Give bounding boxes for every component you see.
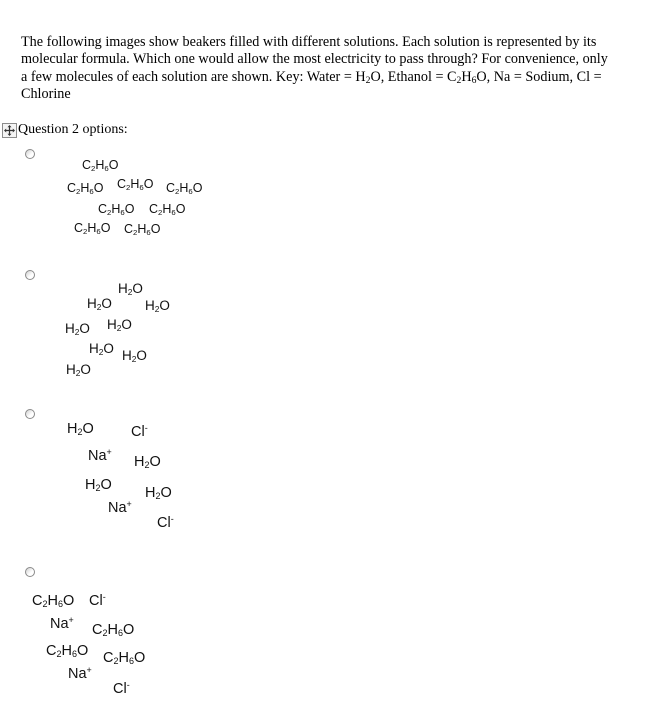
formula-symbol: Na: [88, 448, 107, 464]
formula-charge: +: [126, 499, 132, 510]
option-d-sodium-molecule: [68, 666, 92, 682]
formula-o: O: [136, 348, 147, 363]
formula-h-subscript: 2: [154, 304, 160, 315]
formula-c-subscript: 2: [158, 207, 163, 217]
formula-c: C: [166, 181, 176, 195]
formula-h: H: [145, 485, 156, 501]
formula-h: H: [107, 317, 117, 332]
formula-h: H: [85, 477, 96, 493]
formula-c-subscript: 2: [91, 163, 96, 173]
formula-o: O: [160, 485, 172, 501]
question-ethanol-c: C: [447, 68, 457, 85]
option-b-water-molecule: [122, 348, 147, 363]
formula-c: C: [98, 202, 108, 216]
formula-c: C: [74, 221, 84, 235]
option-a-ethanol-molecule: [149, 202, 185, 216]
formula-symbol: Na: [68, 666, 87, 682]
option-d-chloride-molecule: [113, 681, 130, 697]
formula-h: H: [61, 643, 72, 659]
formula-charge: -: [102, 592, 106, 603]
formula-charge: -: [126, 680, 130, 691]
formula-charge: +: [68, 615, 74, 626]
option-b-water-molecule: [66, 362, 91, 377]
formula-c-subscript: 2: [76, 186, 81, 196]
formula-h: H: [87, 221, 97, 235]
options-header-label: Question 2 options:: [18, 122, 128, 137]
formula-charge: +: [86, 665, 92, 676]
formula-charge: -: [170, 514, 174, 525]
formula-h-subscript: 2: [74, 327, 80, 338]
formula-h: H: [66, 362, 76, 377]
option-a-ethanol-molecule: [117, 177, 153, 191]
move-handle-icon[interactable]: [2, 123, 17, 138]
formula-h-subscript: 2: [116, 323, 122, 334]
formula-o: O: [143, 177, 154, 191]
formula-h: H: [80, 181, 90, 195]
formula-o: O: [100, 221, 111, 235]
option-d-ethanol-molecule: [103, 650, 145, 666]
formula-h: H: [111, 202, 121, 216]
formula-c-subscript: 2: [102, 628, 108, 639]
formula-c: C: [92, 622, 103, 638]
formula-h: H: [89, 341, 99, 356]
option-b-radio[interactable]: [25, 270, 35, 280]
formula-symbol: Na: [108, 500, 127, 516]
formula-c-subscript: 2: [175, 186, 180, 196]
formula-symbol: Na: [50, 616, 69, 632]
question-water-tail: O, Ethanol =: [370, 68, 448, 85]
formula-h-subscript: 6: [57, 599, 63, 610]
option-a-ethanol-molecule: [67, 181, 103, 195]
formula-c: C: [67, 181, 77, 195]
formula-symbol: Cl: [157, 515, 171, 531]
formula-o: O: [192, 181, 203, 195]
formula-h-subscript: 2: [155, 491, 161, 502]
formula-h: H: [179, 181, 189, 195]
option-d-sodium-molecule: [50, 616, 74, 632]
option-d-chloride-molecule: [89, 593, 106, 609]
question-ethanol-c-subscript: 2: [456, 74, 462, 86]
option-c-water-molecule: [134, 454, 161, 470]
formula-h-subscript: 6: [171, 207, 176, 217]
formula-h: H: [137, 222, 147, 236]
formula-o: O: [103, 341, 114, 356]
formula-o: O: [93, 181, 104, 195]
formula-c-subscript: 2: [83, 226, 88, 236]
option-d-ethanol-molecule: [92, 622, 134, 638]
formula-h-subscript: 2: [98, 347, 104, 358]
option-b-water-molecule: [145, 298, 170, 313]
option-a-ethanol-molecule: [124, 222, 160, 236]
question-ethanol-h-subscript: 6: [471, 74, 477, 86]
formula-o: O: [108, 158, 119, 172]
formula-c: C: [124, 222, 134, 236]
option-b-water-molecule: [118, 281, 143, 296]
formula-h-subscript: 2: [75, 368, 81, 379]
formula-h: H: [122, 348, 132, 363]
formula-h-subscript: 6: [139, 182, 144, 192]
formula-c: C: [82, 158, 92, 172]
formula-h-subscript: 6: [71, 649, 77, 660]
formula-c: C: [46, 643, 57, 659]
option-a-ethanol-molecule: [74, 221, 110, 235]
formula-h-subscript: 6: [96, 226, 101, 236]
formula-c: C: [149, 202, 159, 216]
formula-h: H: [107, 622, 118, 638]
formula-c-subscript: 2: [126, 182, 131, 192]
formula-o: O: [101, 296, 112, 311]
question-ethanol-h: H: [461, 68, 472, 85]
formula-h: H: [118, 281, 128, 296]
option-c-radio[interactable]: [25, 409, 35, 419]
formula-h: H: [118, 650, 129, 666]
option-a-radio[interactable]: [25, 149, 35, 159]
formula-o: O: [124, 202, 135, 216]
formula-o: O: [159, 298, 170, 313]
formula-c-subscript: 2: [42, 599, 48, 610]
option-b-water-molecule: [87, 296, 112, 311]
formula-symbol: Cl: [89, 593, 103, 609]
option-a-ethanol-molecule: [98, 202, 134, 216]
question-text: [21, 34, 611, 104]
option-c-sodium-molecule: [108, 500, 132, 516]
formula-h: H: [134, 454, 145, 470]
formula-h-subscript: 6: [188, 186, 193, 196]
option-d-ethanol-molecule: [46, 643, 88, 659]
question-text-body: The following images show beakers filled with different solutions. Each solution is represented by its molecular formula. Which one would allow the most electricity to pass through? For convenience, only a few molecules of each solution are shown. Key: Water = H: [21, 34, 608, 85]
question-ethanol-tail: O, Na = Sodium, Cl = Chlorine: [21, 68, 602, 103]
formula-o: O: [76, 643, 89, 659]
formula-h: H: [65, 321, 75, 336]
option-c-chloride-molecule: [131, 424, 148, 440]
formula-o: O: [79, 321, 90, 336]
formula-o: O: [62, 593, 75, 609]
formula-h-subscript: 6: [120, 207, 125, 217]
option-c-chloride-molecule: [157, 515, 174, 531]
formula-o: O: [82, 421, 94, 437]
formula-h-subscript: 6: [128, 656, 134, 667]
option-c-water-molecule: [145, 485, 172, 501]
question-water-subscript: 2: [365, 74, 371, 86]
formula-h: H: [162, 202, 172, 216]
formula-h-subscript: 6: [146, 227, 151, 237]
formula-h: H: [95, 158, 105, 172]
formula-h: H: [130, 177, 140, 191]
option-c-water-molecule: [67, 421, 94, 437]
formula-h-subscript: 2: [131, 354, 137, 365]
formula-h: H: [67, 421, 78, 437]
options-header: [2, 119, 128, 141]
formula-o: O: [122, 622, 135, 638]
formula-o: O: [150, 222, 161, 236]
option-b-water-molecule: [65, 321, 90, 336]
formula-symbol: Cl: [131, 424, 145, 440]
formula-o: O: [100, 477, 112, 493]
formula-c-subscript: 2: [56, 649, 62, 660]
formula-h-subscript: 2: [77, 427, 83, 438]
option-c-sodium-molecule: [88, 448, 112, 464]
option-d-ethanol-molecule: [32, 593, 74, 609]
formula-h: H: [87, 296, 97, 311]
option-a-ethanol-molecule: [166, 181, 202, 195]
formula-c: C: [117, 177, 127, 191]
formula-charge: +: [106, 447, 112, 458]
formula-o: O: [80, 362, 91, 377]
option-b-water-molecule: [107, 317, 132, 332]
formula-h-subscript: 2: [127, 287, 133, 298]
formula-symbol: Cl: [113, 681, 127, 697]
formula-h-subscript: 2: [95, 483, 101, 494]
option-c-water-molecule: [85, 477, 112, 493]
formula-h-subscript: 2: [96, 302, 102, 313]
formula-o: O: [175, 202, 186, 216]
formula-h-subscript: 6: [117, 628, 123, 639]
formula-c-subscript: 2: [133, 227, 138, 237]
formula-h-subscript: 6: [89, 186, 94, 196]
formula-charge: -: [144, 423, 148, 434]
formula-o: O: [121, 317, 132, 332]
formula-o: O: [149, 454, 161, 470]
option-d-radio[interactable]: [25, 567, 35, 577]
formula-h: H: [145, 298, 155, 313]
formula-h-subscript: 6: [104, 163, 109, 173]
formula-c: C: [32, 593, 43, 609]
formula-h: H: [47, 593, 58, 609]
formula-h-subscript: 2: [144, 460, 150, 471]
formula-o: O: [132, 281, 143, 296]
formula-c-subscript: 2: [113, 656, 119, 667]
option-a-ethanol-molecule: [82, 158, 118, 172]
formula-o: O: [133, 650, 146, 666]
formula-c-subscript: 2: [107, 207, 112, 217]
formula-c: C: [103, 650, 114, 666]
option-b-water-molecule: [89, 341, 114, 356]
